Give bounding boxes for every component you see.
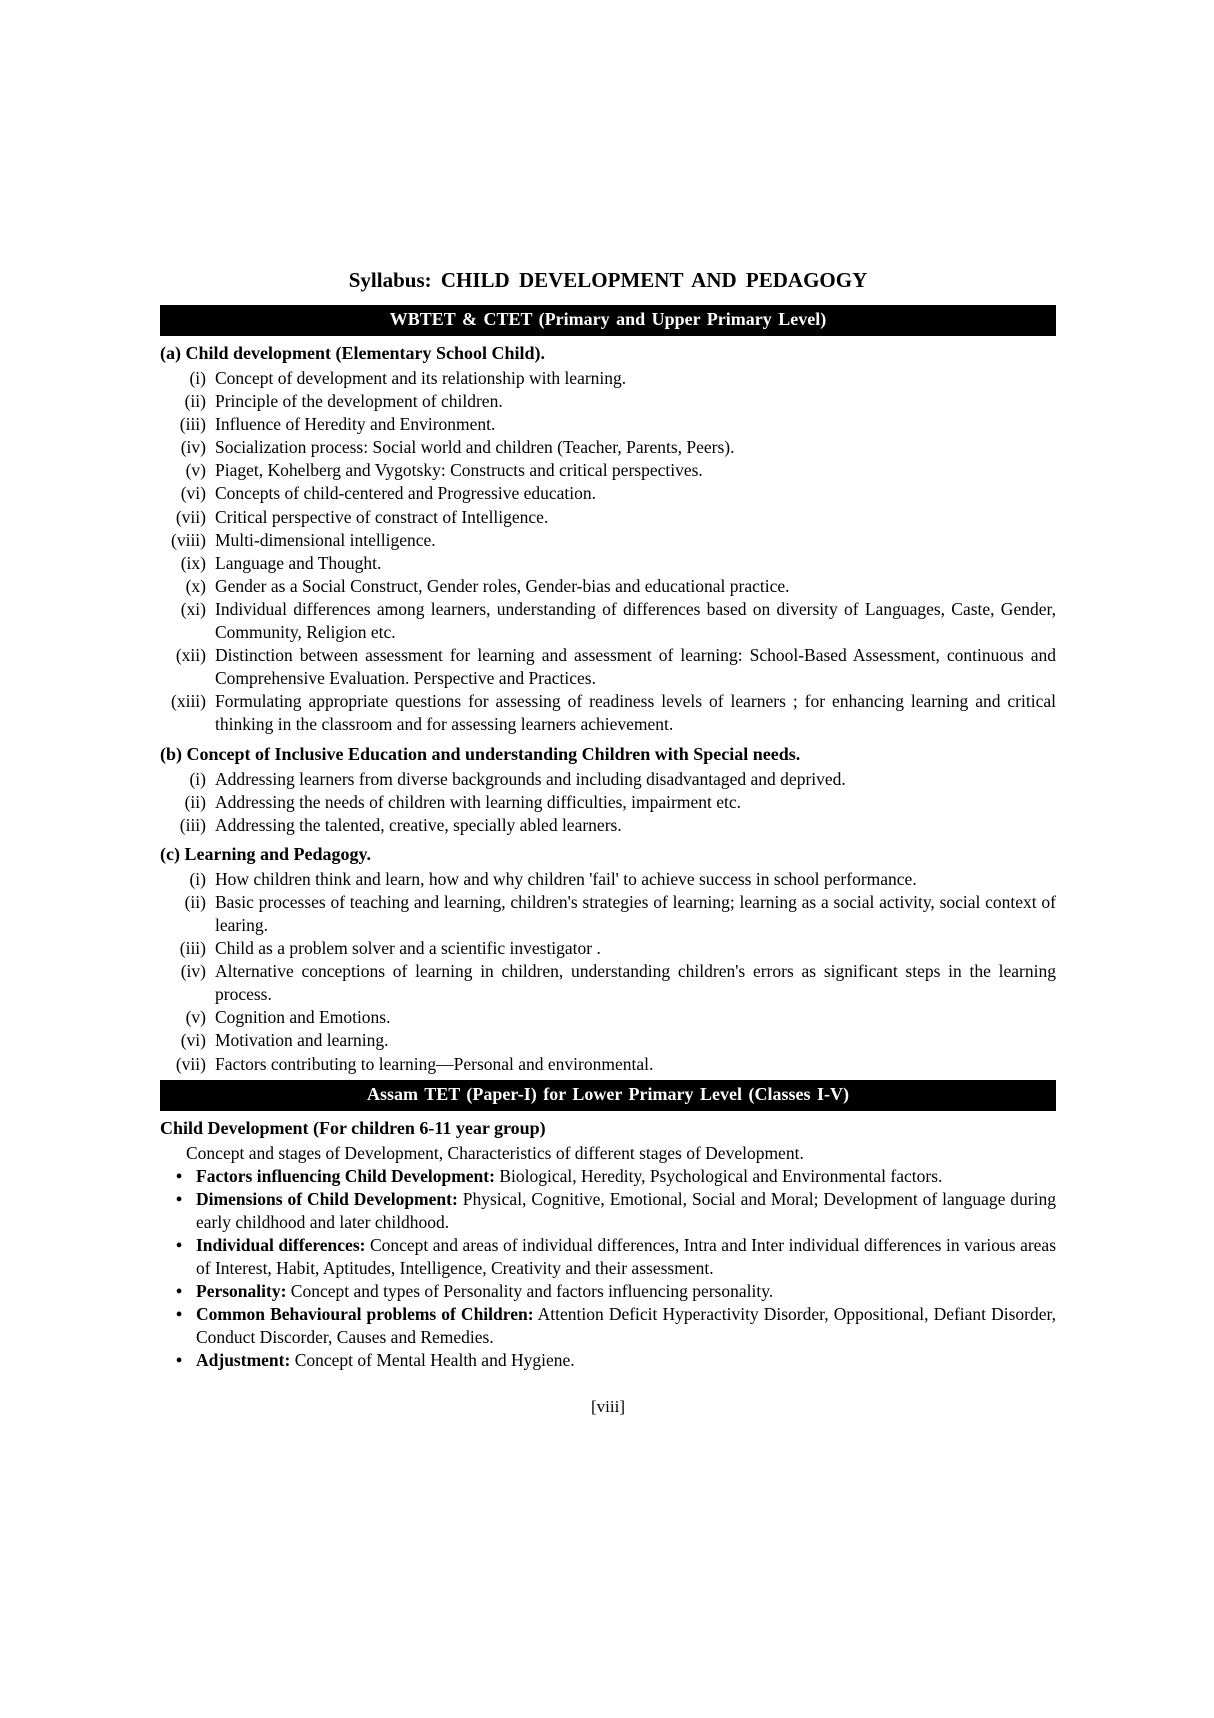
- bullet-body: Biological, Heredity, Psychological and Environmental factors.: [499, 1165, 943, 1186]
- item-number: (ix): [180, 552, 206, 573]
- list-item: [160, 814, 1056, 837]
- block-heading: Child Development (For children 6-11 year group): [160, 1117, 546, 1138]
- list-item: [160, 1029, 1056, 1052]
- list-item: [160, 644, 1056, 690]
- bullet-text: [196, 1234, 1056, 1280]
- item-number: (i): [189, 768, 206, 789]
- item-number: (v): [185, 460, 206, 481]
- item-text: Multi-dimensional intelligence.: [215, 529, 436, 550]
- bullet-icon: •: [176, 1188, 183, 1209]
- item-text: Concept of development and its relationship with learning.: [215, 368, 627, 388]
- list-item: [160, 690, 1056, 736]
- item-text: Alternative conceptions of learning in children, understanding children's errors as significant steps in the learning process.: [215, 961, 1056, 1005]
- bullet-item: [160, 1234, 1056, 1280]
- bullet-lead: Individual differences:: [196, 1235, 366, 1255]
- sections-container: [160, 305, 1056, 1373]
- bullet-item: [160, 1303, 1056, 1349]
- bullet-body: Concept of Mental Health and Hygiene.: [294, 1350, 575, 1371]
- item-number: (i): [189, 368, 206, 388]
- item-number: (iii): [179, 814, 206, 835]
- block-heading: (a) Child development (Elementary School Child).: [160, 343, 545, 363]
- item-number: (v): [185, 1007, 206, 1028]
- list-item: [160, 768, 1056, 791]
- list-item: [160, 459, 1056, 482]
- block-heading: (c) Learning and Pedagogy.: [160, 843, 372, 864]
- item-text: Cognition and Emotions.: [215, 1007, 391, 1028]
- list-item: [160, 891, 1056, 937]
- bullet-icon: •: [176, 1350, 183, 1371]
- bullet-icon: •: [176, 1281, 183, 1302]
- item-text: Gender as a Social Construct, Gender roles, Gender-bias and educational practice.: [215, 575, 790, 596]
- item-text: Basic processes of teaching and learning, children's strategies of learning; learning as a social activity, social context of learing.: [215, 891, 1056, 935]
- bullet-body: Physical, Cognitive, Emotional, Social and Moral; Development of language during early childhood and later childhood.: [196, 1188, 1056, 1232]
- bullet-item: [160, 1165, 1056, 1188]
- bullet-text: [196, 1165, 1056, 1188]
- section-banner: WBTET & CTET (Primary and Upper Primary Level): [160, 305, 1056, 336]
- page-number: [viii]: [591, 1396, 625, 1416]
- item-text: Addressing the needs of children with learning difficulties, impairment etc.: [215, 791, 741, 812]
- bullet-text: [196, 1349, 1056, 1372]
- list-item: [160, 575, 1056, 598]
- item-number: (iii): [179, 414, 206, 435]
- bullet-text: [196, 1280, 1056, 1303]
- bullet-icon: •: [176, 1165, 183, 1186]
- bullet-body: Concept and areas of individual differences, Intra and Inter individual differences in various areas of Interest, Habit, Aptitudes, Intelligence, Creativity and their assessment.: [196, 1235, 1057, 1279]
- bullet-lead: Common Behavioural problems of Children:: [196, 1304, 534, 1325]
- bullet-item: [160, 1280, 1056, 1303]
- list-item: [160, 960, 1056, 1006]
- bullet-icon: •: [176, 1304, 183, 1325]
- list-item: [160, 390, 1056, 413]
- list-item: [160, 552, 1056, 575]
- item-text: Socialization process: Social world and children (Teacher, Parents, Peers).: [215, 437, 735, 458]
- list-item: [160, 413, 1056, 436]
- block-intro: Concept and stages of Development, Characteristics of different stages of Development.: [186, 1142, 804, 1163]
- bullet-lead: Factors influencing Child Development:: [196, 1165, 495, 1186]
- list-item: [160, 868, 1056, 891]
- item-number: (xiii): [171, 691, 206, 712]
- list-item: [160, 937, 1056, 960]
- bullet-item: [160, 1188, 1056, 1234]
- list-item: [160, 367, 1056, 390]
- item-text: Formulating appropriate questions for assessing of readiness levels of learners ; for enhancing learning and critical thinking in the classroom and for assessing learners achievement.: [215, 691, 1056, 735]
- item-text: Distinction between assessment for learning and assessment of learning: School-Based Assessment, continuous and Comprehensive Evaluation. Perspective and Practices.: [215, 645, 1056, 689]
- item-text: Critical perspective of constract of Intelligence.: [215, 506, 549, 527]
- item-number: (vii): [175, 1053, 206, 1074]
- item-number: (iv): [180, 961, 206, 982]
- item-text: Concepts of child-centered and Progressive education.: [215, 483, 596, 504]
- list-item: [160, 598, 1056, 644]
- item-number: (xii): [175, 645, 206, 666]
- item-number: (vi): [180, 1030, 206, 1051]
- item-text: Language and Thought.: [215, 552, 382, 573]
- item-text: Principle of the development of children.: [215, 391, 503, 412]
- list-item: [160, 436, 1056, 459]
- bullet-icon: •: [176, 1235, 183, 1255]
- item-text: Individual differences among learners, understanding of differences based on diversity of Languages, Caste, Gender, Community, Religion etc.: [215, 598, 1056, 643]
- item-number: (x): [185, 575, 206, 596]
- bullet-body: Concept and types of Personality and factors influencing personality.: [290, 1281, 774, 1302]
- item-text: Addressing the talented, creative, specially abled learners.: [215, 814, 622, 835]
- item-number: (viii): [171, 529, 206, 550]
- item-text: Influence of Heredity and Environment.: [215, 414, 496, 435]
- bullet-body: Attention Deficit Hyperactivity Disorder, Oppositional, Defiant Disorder, Conduct Discorder, Causes and Remedies.: [196, 1304, 1057, 1348]
- block-heading: (b) Concept of Inclusive Education and understanding Children with Special needs.: [160, 743, 801, 764]
- bullet-text: [196, 1188, 1056, 1234]
- bullet-lead: Dimensions of Child Development:: [196, 1188, 458, 1209]
- list-item: [160, 529, 1056, 552]
- item-text: Piaget, Kohelberg and Vygotsky: Constructs and critical perspectives.: [215, 460, 703, 481]
- list-item: [160, 791, 1056, 814]
- list-item: [160, 482, 1056, 505]
- item-number: (vi): [180, 483, 206, 504]
- bullet-text: [196, 1303, 1056, 1349]
- list-item: [160, 506, 1056, 529]
- item-number: (ii): [184, 891, 206, 912]
- item-text: Motivation and learning.: [215, 1030, 389, 1051]
- item-text: How children think and learn, how and why children 'fail' to achieve success in school performance.: [215, 868, 917, 889]
- item-number: (xi): [180, 598, 206, 619]
- list-item: [160, 1053, 1056, 1076]
- item-text: Factors contributing to learning—Personal and environmental.: [215, 1053, 654, 1074]
- list-item: [160, 1006, 1056, 1029]
- item-number: (ii): [184, 391, 206, 412]
- section-banner: Assam TET (Paper-I) for Lower Primary Level (Classes I-V): [160, 1080, 1056, 1111]
- item-text: Addressing learners from diverse backgrounds and including disadvantaged and deprived.: [215, 768, 846, 789]
- page-title: Syllabus: CHILD DEVELOPMENT AND PEDAGOGY: [348, 268, 868, 292]
- item-number: (iii): [179, 938, 206, 959]
- item-text: Child as a problem solver and a scientific investigator .: [215, 938, 601, 959]
- bullet-item: [160, 1349, 1056, 1372]
- item-number: (iv): [180, 437, 206, 458]
- item-number: (ii): [184, 791, 206, 812]
- item-number: (i): [189, 868, 206, 889]
- bullet-lead: Adjustment:: [196, 1350, 291, 1371]
- bullet-lead: Personality:: [196, 1281, 287, 1302]
- item-number: (vii): [175, 506, 206, 527]
